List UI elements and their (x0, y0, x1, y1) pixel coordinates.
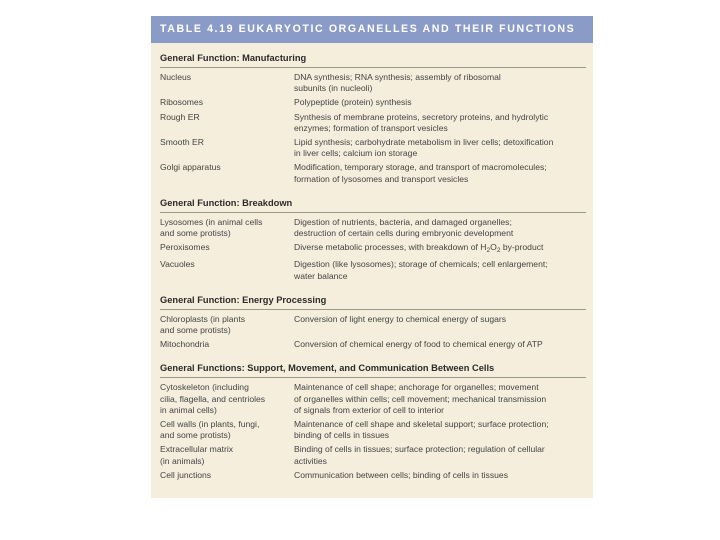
function-line: Digestion (like lysosomes); storage of chemicals; cell enlargement; (294, 259, 548, 270)
function-line: Polypeptide (protein) synthesis (294, 97, 412, 108)
organelle-line: Cell walls (in plants, fungi, (160, 419, 260, 430)
organelle-name (160, 339, 294, 350)
function-line: Communication between cells; binding of cells in tissues (294, 469, 508, 480)
organelle-line: Rough ER (160, 111, 200, 122)
organelle-name (160, 470, 294, 481)
organelle-table (151, 16, 593, 498)
section-divider (160, 212, 586, 213)
table-row (160, 444, 586, 466)
section-divider (160, 377, 586, 378)
organelle-name (160, 137, 294, 159)
table-row (160, 259, 586, 281)
organelle-line: Vacuoles (160, 259, 195, 270)
organelle-name (160, 112, 294, 134)
table-row (160, 419, 586, 441)
table-row (160, 97, 586, 108)
organelle-function (294, 382, 584, 416)
function-line: Maintenance of cell shape; anchorage for organelles; movement (294, 382, 539, 393)
function-line: binding of cells in tissues (294, 430, 390, 441)
function-line: activities (294, 455, 327, 466)
table-title-bar (151, 16, 593, 43)
section-gap (160, 285, 586, 294)
function-line: Diverse metabolic processes, with breakdown of $H_2O_2$ by-product (294, 242, 544, 255)
organelle-function (294, 242, 584, 256)
table-row (160, 339, 586, 350)
organelle-line: Lysosomes (in animal cells (160, 216, 263, 227)
function-line: Conversion of light energy to chemical energy of sugars (294, 313, 507, 324)
organelle-function (294, 217, 584, 239)
function-line: Conversion of chemical energy of food to chemical energy of ATP (294, 339, 543, 350)
function-line: subunits (in nucleoli) (294, 83, 373, 94)
organelle-line: Peroxisomes (160, 242, 210, 253)
organelle-line: Golgi apparatus (160, 162, 221, 173)
organelle-function (294, 162, 584, 184)
table-row (160, 72, 586, 94)
table-row (160, 112, 586, 134)
section-divider (160, 67, 586, 68)
section-gap (160, 353, 586, 362)
table-row (160, 162, 586, 184)
section-heading: General Function: Breakdown (160, 197, 293, 208)
table-row (160, 217, 586, 239)
organelle-function (294, 444, 584, 466)
function-line: in liver cells; calcium ion storage (294, 148, 418, 159)
organelle-function (294, 470, 584, 481)
organelle-line: and some protists) (160, 228, 231, 239)
function-line: destruction of certain cells during embryonic development (294, 228, 514, 239)
function-line: Lipid synthesis; carbohydrate metabolism in liver cells; detoxification (294, 137, 554, 148)
organelle-function (294, 137, 584, 159)
organelle-name (160, 242, 294, 256)
organelle-function (294, 72, 584, 94)
organelle-line: Smooth ER (160, 137, 204, 148)
function-line: of organelles within cells; cell movement; mechanical transmission (294, 393, 547, 404)
organelle-function (294, 112, 584, 134)
function-line: Binding of cells in tissues; surface protection; regulation of cellular (294, 444, 545, 455)
section-gap (160, 188, 586, 197)
organelle-line: Cell junctions (160, 469, 212, 480)
section-heading: General Function: Manufacturing (160, 53, 307, 63)
section-heading: General Functions: Support, Movement, and Communication Between Cells (160, 363, 495, 374)
organelle-line: cilia, flagella, and centrioles (160, 393, 266, 404)
organelle-function (294, 419, 584, 441)
organelle-name (160, 382, 294, 416)
function-line: Maintenance of cell shape and skeletal support; surface protection; (294, 419, 549, 430)
table-row (160, 242, 586, 256)
table-row (160, 382, 586, 416)
table-body (160, 52, 586, 484)
table-row (160, 137, 586, 159)
function-line: formation of lysosomes and transport vesicles (294, 173, 469, 184)
function-line: Modification, temporary storage, and transport of macromolecules; (294, 162, 547, 173)
organelle-line: Mitochondria (160, 339, 210, 350)
function-line: Synthesis of membrane proteins, secretory proteins, and hydrolytic (294, 111, 549, 122)
section-divider (160, 309, 586, 310)
organelle-name (160, 444, 294, 466)
organelle-name (160, 72, 294, 94)
organelle-line: Ribosomes (160, 97, 203, 108)
section-heading: General Function: Energy Processing (160, 294, 327, 305)
organelle-name (160, 259, 294, 281)
table-row (160, 470, 586, 481)
table-title: TABLE 4.19 EUKARYOTIC ORGANELLES AND THEIR FUNCTIONS (160, 23, 576, 35)
table-row (160, 314, 586, 336)
organelle-line: in animal cells) (160, 404, 217, 415)
organelle-name (160, 162, 294, 184)
organelle-function (294, 314, 584, 336)
function-line: enzymes; formation of transport vesicles (294, 122, 448, 133)
function-line: Digestion of nutrients, bacteria, and damaged organelles; (294, 216, 512, 227)
organelle-line: Extracellular matrix (160, 444, 234, 455)
organelle-function (294, 339, 584, 350)
organelle-name (160, 314, 294, 336)
function-line: water balance (294, 270, 348, 281)
organelle-name (160, 217, 294, 239)
function-line: DNA synthesis; RNA synthesis; assembly of ribosomal (294, 72, 501, 82)
organelle-function (294, 97, 584, 108)
function-line: of signals from exterior of cell to interior (294, 404, 444, 415)
organelle-line: and some protists) (160, 325, 231, 336)
organelle-line: (in animals) (160, 455, 205, 466)
organelle-name (160, 97, 294, 108)
organelle-line: Chloroplasts (in plants (160, 313, 246, 324)
organelle-line: and some protists) (160, 430, 231, 441)
organelle-line: Nucleus (160, 72, 192, 82)
organelle-function (294, 259, 584, 281)
organelle-name (160, 419, 294, 441)
organelle-line: Cytoskeleton (including (160, 382, 249, 393)
